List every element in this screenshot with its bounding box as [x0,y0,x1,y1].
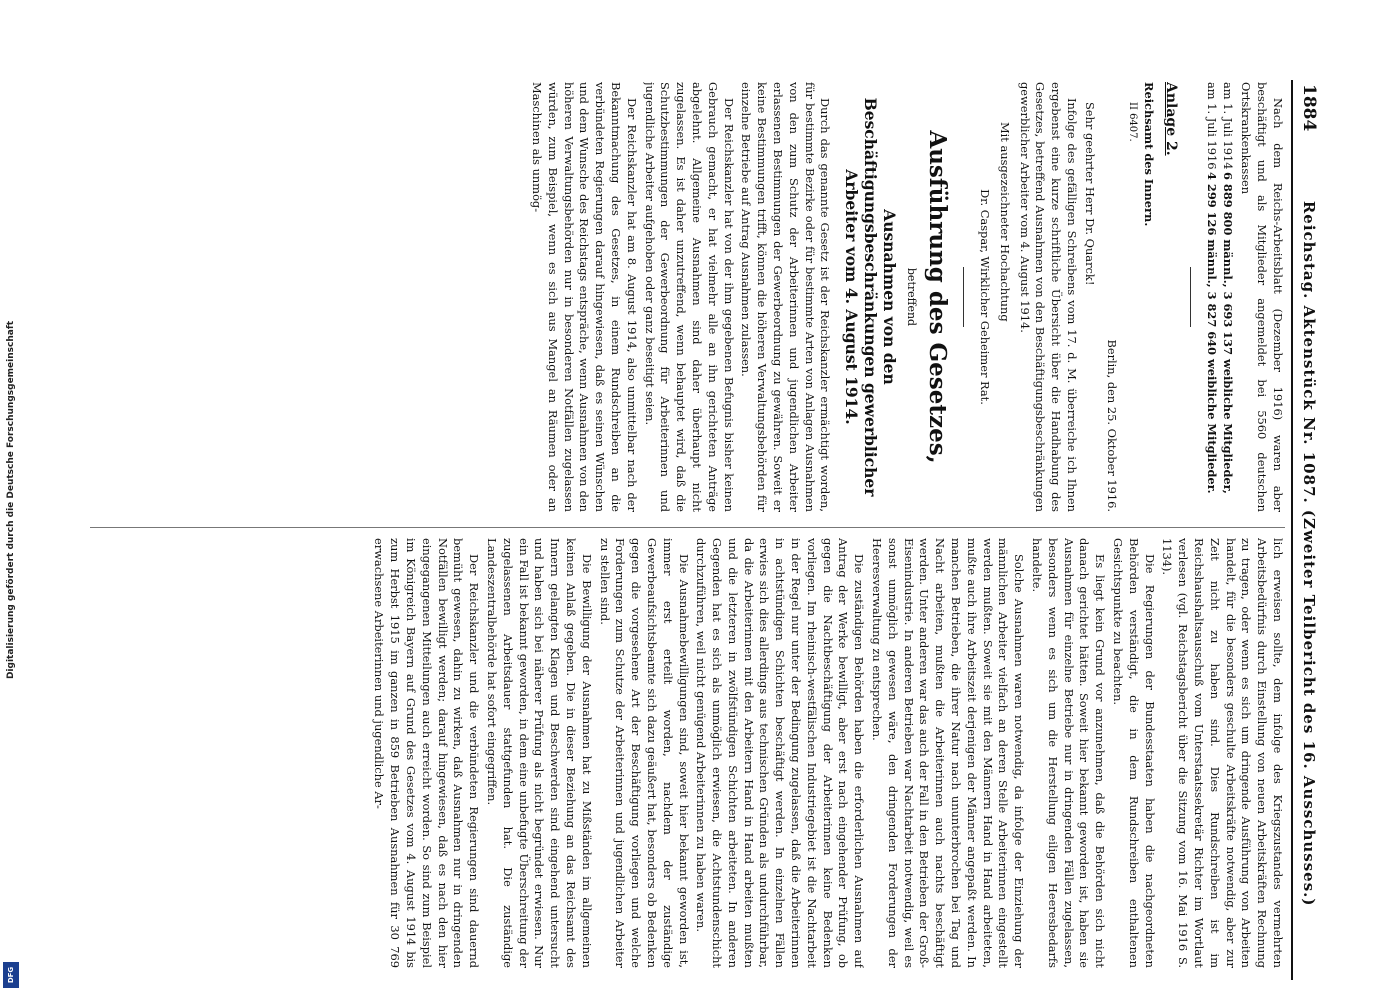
body-paragraph: Der Reichskanzler hat von der ihm gegebenen Befugnis bisher keinen Gebrauch gemacht, er hat vielmehr alle an ihn gerichteten Anträge abgelehnt. Allgemeine Ausnahmen sind daher überhaupt nicht zugelassen. Es ist daher unzutreffend, wenn behauptet wird, daß die Schutzbestimmungen der Gewerbeordnung für Arbeiterinnen und jugendliche Arbeiter aufgehoben oder ganz beseitigt seien. [642,82,736,512]
reference-number: II 6407. [1127,102,1139,142]
intro-paragraph: Nach dem Reichs-Arbeitsblatt (Dezember 1916) waren aber beschäftigt und als Mitglieder angemeldet bei 5560 deutschen Ortskrankenkassen [1239,82,1285,512]
page-number: 1884 [1299,84,1319,132]
stat-value: 6 889 800 männl., 3 693 137 weibliche Mitglieder, [1220,172,1235,494]
section-separator [963,267,964,327]
stat-label: am 1. Juli 1916 [1204,82,1219,170]
letter-signature: Dr. Caspar, Wirklicher Geheimer Rat. [978,189,993,405]
scanned-page-frame [75,80,1325,980]
scanned-page [75,80,1325,980]
letter-closing: Mit ausgezeichneter Hochachtung [997,122,1012,322]
stat-row [1203,82,1219,512]
dfg-logo-text: DFG [7,966,15,984]
right-column [90,538,1285,968]
left-column [90,82,1285,512]
stat-label: am 1. Juli 1914 [1220,82,1235,170]
section-title-connector: betreffend [905,267,919,327]
section-separator [1190,267,1191,327]
body-paragraph: Die Bewilligung der Ausnahmen hat zu Mißständen im allgemeinen keinen Anlaß gegeben. Die in dieser Beziehung an das Reichsamt des Innern gelangten Klagen und Beschwerden sind eingehend untersucht und haben sich bei näherer Prüfung als nicht begründet erwiesen. Nur ein Fall ist bekannt geworden, in dem eine unbefugte Überschreitung der zugelassenen Arbeitsdauer stattgefunden hat. Die zuständige Landeszentralbehörde hat sofort eingegriffen. [484,538,594,968]
stat-value: 4 299 126 männl., 3 827 640 weibliche Mitglieder. [1204,172,1219,494]
body-paragraph: lich erweisen sollte, dem infolge des Kriegszustandes vermehrten Arbeitsbedürfnis durch Einstellung von neuen Arbeitskräften Rechnung zu tragen, oder wenn es sich um dringende Ausführung von Arbeiten handelt, für die besonders geschulte Arbeitskräfte notwendig, aber zur Zeit nicht zu haben sind. Dies Rundschreiben ist im Reichshaushaltsausschuß vom Unterstaatssekretär Richter im Wortlaut verlesen (vgl. Reichstagsbericht über die Sitzung vom 16. Mai 1916 S. 1134). [1160,538,1285,968]
letter-date: Berlin, den 25. Oktober 1916. [1104,339,1119,512]
ministry-name: Reichsamt des Innern. [1142,82,1157,227]
body-paragraph: Der Reichskanzler und die verbündeten Regierungen sind dauernd bemüht gewesen, dahin zu wirken, daß Ausnahmen nur in dringenden Notfällen bewilligt werden; darauf hingewiesen, daß es nach den hier eingegangenen Mitteilungen auch erreicht worden. So sind zum Beispiel im Königreich Bayern auf Grund des Gesetzes vom 4. August 1914 bis zum Herbst 1915 im ganzen in 859 Betrieben Ausnahmen für 30 769 erwachsene Arbeiterinnen und jugendliche Ar- [372,538,482,968]
body-paragraph: Die Ausnahmebewilligungen sind, soweit hier bekannt geworden ist, immer erst erteilt worden, nachdem der zuständige Gewerbeaufsichtsbeamte sich dazu geäußert hat, besonders ob Bedenken gegen die vorgesehene Art der Beschäftigung vorliegen und welche Forderungen zum Schutze der Arbeiterinnen und jugendlichen Arbeiter zu stellen sind. [597,538,691,968]
body-paragraph: Die zuständigen Behörden haben die erforderlichen Ausnahmen auf Antrag der Werke bewilligt, aber erst nach eingehender Prüfung, ob gegen die Nachtbeschäftigung der Arbeiterinnen keine Bedenken vorliegen. Im rheinisch-westfälischen Industriegebiet ist die Nachtarbeit in der Regel nur unter der Bedingung zugelassen, daß die Arbeiterinnen in achtstündigen Schichten beschäftigt werden. In einzelnen Fällen erwies sich dies allerdings aus technischen Gründen als undurchführbar, da die Arbeiterinnen mit den Arbeitern Hand in Hand arbeiten mußten und die letzteren in zwölfstündigen Schichten arbeiteten. In anderen Gegenden hat es sich als unmöglich erwiesen, die Achtstundenschicht durchzuführen, weil nicht genügend Arbeiterinnen zu haben waren. [694,538,867,968]
body-paragraph: Durch das genannte Gesetz ist der Reichskanzler ermächtigt worden, für bestimmte Bezirke oder für bestimmte Arten von Anlagen Ausnahmen von den zum Schutz der Arbeiterinnen und jugendlichen Arbeiter erlassenen Bestimmungen der Gewerbeordnung zu gewähren. Soweit er keine Bestimmungen trifft, können die höheren Verwaltungsbehörden für einzelne Betriebe auf Antrag Ausnahmen zulassen. [739,82,833,512]
appendix-heading: Anlage 2. [1163,82,1180,156]
membership-stats [1203,82,1235,512]
credit-text: Digitalisierung gefördert durch die Deutsche Forschungsgemeinschaft [6,320,16,680]
running-title: Reichstag. Aktenstück Nr. 1087. (Zweiter Teilbericht des 16. Ausschusses.) [1300,200,1318,907]
stat-row [1219,82,1235,512]
body-paragraph: Es liegt kein Grund vor anzunehmen, daß die Behörden sich nicht danach gerichtet hätten. Soweit hier bekannt geworden ist, haben sie Ausnahmen für einzelne Betriebe nur in dringenden Fällen zugelassen, besonders wenn es sich um die Herstellung eiligen Heeresbedarfs handelte. [1030,538,1108,968]
column-divider [90,527,1285,528]
digitization-credit [0,0,22,1000]
body-paragraph: Der Reichskanzler hat am 8. August 1914, also unmittelbar nach der Bekanntmachung des Gesetzes, in einem Rundschreiben an die verbündeten Regierungen darauf hingewiesen, daß es seinen Wünschen und dem Wunsche des Reichstags entspräche, wenn Ausnahmen von den höheren Verwaltungsbehörden nur in besonderen Notfällen zugelassen würden, zum Beispiel, wenn es sich aus Mangel an Räumen oder an Maschinen als unmög- [530,82,639,512]
section-title: Ausführung des Gesetzes, [924,130,952,464]
body-paragraph: Die Regierungen der Bundesstaaten haben die nachgeordneten Behörden verständigt, die in dem Rundschreiben enthaltenen Gesichtspunkte zu beachten. [1111,538,1157,968]
letter-body: Infolge des gefälligen Schreibens vom 17. d. M. überreiche ich Ihnen ergebenst eine kurze schriftliche Übersicht über die Handhabung des Gesetzes, betreffend Ausnahmen von den Beschäftigungsbeschränkungen gewerblicher Arbeiter vom 4. August 1914. [1017,82,1080,512]
dfg-logo [3,962,19,988]
letter-salutation: Sehr geehrter Herr Dr. Quarck! [1082,102,1097,286]
page-header [1291,80,1325,980]
section-subtitle: Ausnahmen von den Beschäftigungsbeschränkungen gewerblicher Arbeiter vom 4. August 1914. [842,97,900,497]
body-paragraph: Solche Ausnahmen waren notwendig, da infolge der Einziehung der männlichen Arbeiter vielfach an deren Stelle Arbeiterinnen eingestellt werden mußten. Soweit sie mit den Männern Hand in Hand arbeiteten, mußte auch ihre Arbeitszeit derjenigen der Männer angepaßt werden. In manchen Betrieben, die ihrer Natur nach ununterbrochen bei Tag und Nacht arbeiten, mußten die Arbeiterinnen auch nachts beschäftigt werden. Unter anderen war das auch der Fall in den Betrieben der Groß-Eisenindustrie. In anderen Betrieben war Nachtarbeit notwendig, weil es sonst unmöglich gewesen wäre, den dringenden Forderungen der Heeresverwaltung zu entsprechen. [870,538,1027,968]
